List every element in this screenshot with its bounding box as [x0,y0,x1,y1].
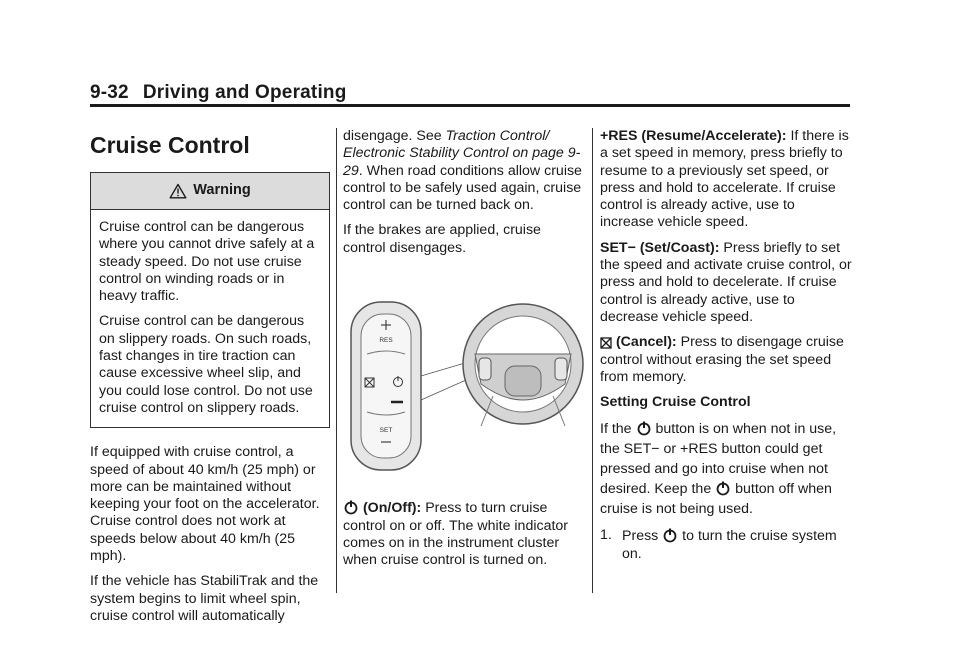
text-span: Press [622,528,659,545]
body-paragraph [600,240,852,326]
text-span: button off when cruise is not being used. [600,481,832,518]
body-paragraph: If the vehicle has StabiliTrak and the system begins to limit wheel spin, cruise control will automatically [90,573,319,624]
power-icon [343,499,359,515]
warning-paragraph: Cruise control can be dangerous on slippery roads. On such roads, fast changes in tire traction can cause excessive wheel slip, and you could lose control. Do not use cruise control on slippery roads. [99,313,313,416]
cancel-icon [600,337,612,349]
step-number: 1. [600,527,612,544]
column-1 [90,128,330,633]
column-divider [336,128,337,593]
warning-icon [169,183,187,199]
set-text: Press briefly to set the speed and activate cruise control, or press and hold to decelerate. If cruise control is already active, use to decrease vehicle speed. [600,239,852,325]
text-span: to turn the cruise system on. [622,528,837,562]
body-paragraph: If the brakes are applied, cruise control disengages. [343,222,541,256]
step-text [622,527,852,563]
text-span: . When road conditions allow cruise control to be safely used again, cruise control can be turned back on. [343,162,582,214]
set-term: SET− (Set/Coast): [600,239,720,256]
warning-paragraph: Cruise control can be dangerous where you cannot drive safely at a steady speed. Do not use cruise control on winding roads or in heavy traffic. [99,219,315,305]
column-divider [592,128,593,593]
control-pod-inner [361,314,411,458]
page-number: 9-32 [90,82,129,103]
warning-label: Warning [193,182,251,199]
warning-header [91,173,329,210]
res-label: RES [379,337,393,345]
body-paragraph [600,128,852,232]
body-paragraph [600,419,852,519]
res-text: If there is a set speed in memory, press briefly to resume to a previously set speed, or press and hold to accelerate. If cruise control is already active, use to increase vehicle speed. [600,128,849,231]
chapter-title: Driving and Operating [142,82,347,103]
subsection-heading: Setting Cruise Control [600,394,751,411]
column-3 [600,128,852,563]
steering-wheel-figure [343,280,585,482]
page-header [90,82,347,104]
onoff-text: Press to turn cruise control on or off. The white indicator comes on in the instrument cluster when cruise control is turned on. [343,500,569,569]
cancel-term: (Cancel): [615,334,677,351]
power-icon [662,527,678,543]
body-paragraph [343,128,585,214]
header-rule [90,104,850,107]
body-paragraph: If equipped with cruise control, a speed of about 40 km/h (25 mph) or more can be maintained without keeping your foot on the accelerator. Cruise control does not work at speeds below about 40 km/h (25 mph). [90,444,320,565]
cancel-text: Press to disengage cruise control without erasing the set speed from memory. [600,334,844,385]
section-title: Cruise Control [90,132,250,158]
cross-reference-link[interactable]: Traction Control/ Electronic Stability Control on page 9-29 [343,128,581,179]
warning-box [90,172,330,428]
onoff-label: (On/Off): [362,500,422,517]
set-label: SET [379,427,393,435]
column-2 [343,128,585,578]
warning-body [91,210,329,427]
res-term: +RES (Resume/Accelerate): [600,128,787,144]
power-icon [715,480,731,496]
text-span: button is on when not in use, the SET− or +RES button could get pressed and go into cruise when not desired. Keep the [600,421,837,498]
steering-wheel [463,304,583,426]
body-paragraph [343,499,585,569]
body-paragraph [600,334,852,386]
text-span: disengage. See [343,128,446,144]
power-icon [636,420,652,436]
text-span: If the [600,421,632,438]
numbered-step [600,527,852,563]
